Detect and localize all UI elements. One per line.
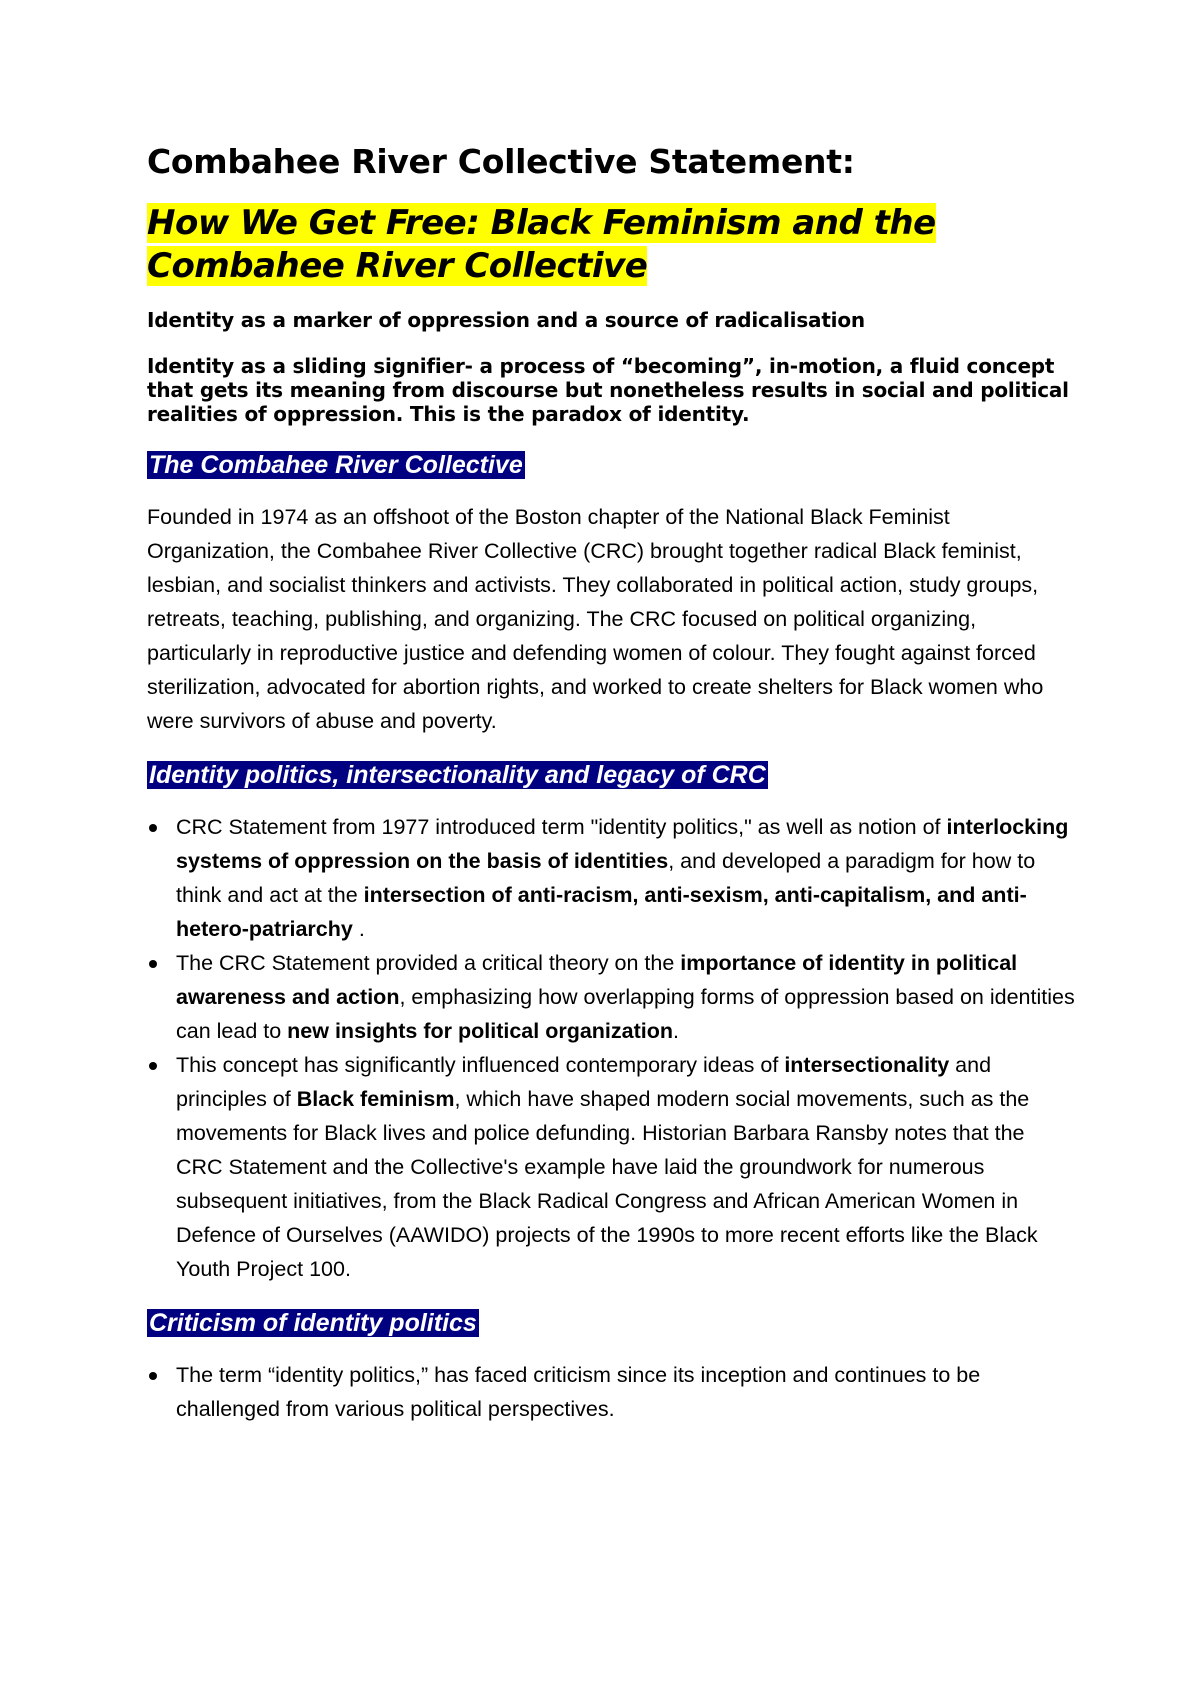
collective-paragraph: Founded in 1974 as an offshoot of the Boston chapter of the National Black Feminist Organization, the Combahee River Collective (CRC) brought together radical Black feminist, lesbian, and socialist thinkers and activists. They collaborated in political action, study groups, retreats, teaching, publishing, and organizing. The CRC focused on political organizing, particularly in reproductive justice and defending women of colour. They fought against forced sterilization, advocated for abortion rights, and worked to create shelters for Black women who were survivors of abuse and poverty. (147, 505, 1044, 733)
section-heading-criticism-text: Criticism of identity politics (149, 1309, 477, 1337)
section-heading-legacy-text: Identity politics, intersectionality and legacy of CRC (149, 761, 766, 789)
section-heading-criticism (147, 1306, 1077, 1340)
page-title: Combahee River Collective Statement: (147, 142, 855, 181)
subtitle-text: How We Get Free: Black Feminism and the Combahee River Collective (147, 203, 936, 286)
document-content (147, 140, 1077, 1446)
criticism-bullet-list (147, 1358, 1077, 1426)
bullet-dot-icon (149, 1062, 157, 1070)
list-item: CRC Statement from 1977 introduced term "identity politics," as well as notion of interlocking systems of oppression on the basis of identities, and developed a paradigm for how to think and act at the intersection of anti-racism, anti-sexism, anti-capitalism, and anti-hetero-patriarchy . (147, 810, 1077, 946)
note-identity-marker: Identity as a marker of oppression and a source of radicalisation (147, 308, 865, 332)
note-sliding-signifier: Identity as a sliding signifier- a process of “becoming”, in-motion, a fluid concept that gets its meaning from discourse but nonetheless results in social and political realities of oppression. This is the paradox of identity. (147, 354, 1069, 426)
legacy-bullet-list (147, 810, 1077, 1286)
bullet-dot-icon (149, 1372, 157, 1380)
bullet-dot-icon (149, 824, 157, 832)
section-heading-collective-text: The Combahee River Collective (149, 451, 523, 479)
highlighted-subtitle (147, 202, 1077, 288)
list-item: The CRC Statement provided a critical theory on the importance of identity in political awareness and action, emphasizing how overlapping forms of oppression based on identities can lead to new insights for political organization. (147, 946, 1077, 1048)
section-heading-collective (147, 448, 1077, 482)
bullet-dot-icon (149, 960, 157, 968)
list-item: The term “identity politics,” has faced criticism since its inception and continues to be challenged from various political perspectives. (147, 1358, 1077, 1426)
section-heading-legacy (147, 758, 1077, 792)
list-item: This concept has significantly influenced contemporary ideas of intersectionality and principles of Black feminism, which have shaped modern social movements, such as the movements for Black lives and police defunding. Historian Barbara Ransby notes that the CRC Statement and the Collective's example have laid the groundwork for numerous subsequent initiatives, from the Black Radical Congress and African American Women in Defence of Ourselves (AAWIDO) projects of the 1990s to more recent efforts like the Black Youth Project 100. (147, 1048, 1077, 1286)
